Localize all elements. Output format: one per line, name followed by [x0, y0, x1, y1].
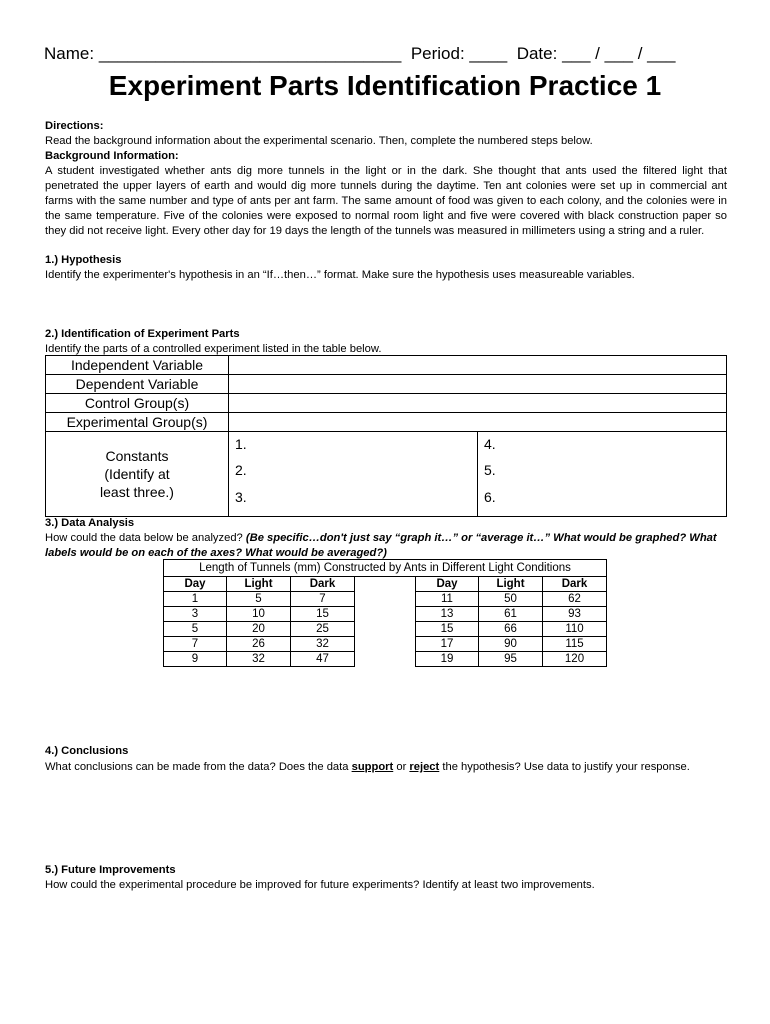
conclusions-or: or [393, 761, 410, 773]
dark-cell: 7 [291, 592, 355, 607]
column-header: Day [164, 577, 227, 592]
light-cell: 32 [227, 652, 291, 667]
period-label: Period: [410, 44, 465, 63]
dark-cell: 110 [543, 622, 607, 637]
table-row [164, 622, 355, 637]
name-field[interactable]: ________________________________ [98, 44, 402, 63]
day-cell: 7 [164, 637, 227, 652]
constant-number: 6. [484, 489, 496, 505]
table-row [46, 375, 727, 394]
light-cell: 61 [479, 607, 543, 622]
light-cell: 66 [479, 622, 543, 637]
table-row [164, 592, 355, 607]
day-cell: 15 [416, 622, 479, 637]
data-table-right [415, 576, 607, 667]
dark-cell: 115 [543, 637, 607, 652]
data-table-left [163, 576, 355, 667]
student-info-line [44, 44, 734, 64]
column-header: Day [416, 577, 479, 592]
name-label: Name: [44, 44, 95, 63]
day-cell: 19 [416, 652, 479, 667]
background-text: A student investigated whether ants dig more tunnels in the light or in the dark. She thought that ants used the filtered light that penetrated the upper layers of earth and would dig more tunnels during the daytime. Ten ant colonies were set up in commercial ant farms with the same number and type of ants per ant farm. The same amount of food was given to each colony, and the colonies were in the same temperature. Five of the colonies were exposed to normal room light and five were covered with black construction paper so they did not receive light. Every other day for 19 days the length of the tunnels was measured in millimeters using a string and a ruler. [45, 165, 727, 237]
conclusions-text: What conclusions can be made from the data? Does the data [45, 761, 352, 773]
constant-number: 2. [235, 462, 247, 478]
page-title: Experiment Parts Identification Practice 1 [108, 70, 662, 101]
experiment-parts-table [45, 355, 727, 517]
table-row [46, 394, 727, 413]
improvements-prompt: How could the experimental procedure be improved for future experiments? Identify at least two improvements. [45, 879, 595, 891]
day-cell: 17 [416, 637, 479, 652]
light-cell: 26 [227, 637, 291, 652]
table-row [416, 652, 607, 667]
directions-text: Read the background information about the experimental scenario. Then, complete the numbered steps below. [45, 135, 593, 147]
day-cell: 1 [164, 592, 227, 607]
data-analysis-prompt-text: How could the data below be analyzed? [45, 532, 246, 544]
light-cell: 50 [479, 592, 543, 607]
table-row [164, 577, 355, 592]
data-table [163, 559, 607, 667]
parts-heading: 2.) Identification of Experiment Parts [45, 328, 240, 340]
table-row [46, 356, 727, 375]
data-table-caption: Length of Tunnels (mm) Constructed by Ants in Different Light Conditions [163, 559, 607, 576]
day-cell: 9 [164, 652, 227, 667]
independent-variable-label: Independent Variable [46, 356, 229, 375]
dependent-variable-label: Dependent Variable [46, 375, 229, 394]
data-analysis-prompt [45, 531, 727, 561]
constants-line: Constants [105, 448, 169, 464]
table-row [416, 637, 607, 652]
constants-answers [229, 432, 727, 517]
table-spacer [355, 576, 415, 667]
dark-cell: 15 [291, 607, 355, 622]
conclusions-heading: 4.) Conclusions [45, 745, 129, 757]
control-group-label: Control Group(s) [46, 394, 229, 413]
dark-cell: 47 [291, 652, 355, 667]
day-cell: 13 [416, 607, 479, 622]
period-field[interactable]: ____ [469, 44, 508, 63]
data-analysis-prompt-emphasis: (Be specific…don't just say “graph it…” or “average it…” What would be graphed? What labels would be on each of the axes? What would be averaged?) [45, 532, 717, 559]
constants-line: least three.) [100, 484, 174, 500]
hypothesis-prompt: Identify the experimenter's hypothesis in an “If…then…” format. Make sure the hypothesis uses measureable variables. [45, 269, 635, 281]
table-row [416, 592, 607, 607]
light-cell: 20 [227, 622, 291, 637]
table-row [164, 652, 355, 667]
table-row [416, 622, 607, 637]
column-header: Dark [543, 577, 607, 592]
conclusions-text-end: the hypothesis? Use data to justify your response. [439, 761, 690, 773]
light-cell: 10 [227, 607, 291, 622]
conclusions-prompt [45, 760, 727, 775]
constant-number: 5. [484, 462, 496, 478]
table-row [46, 432, 727, 517]
table-row [46, 413, 727, 432]
directions-heading: Directions: [45, 120, 104, 132]
background-heading: Background Information: [45, 150, 179, 162]
date-field[interactable]: ___ / ___ / ___ [562, 44, 676, 63]
support-word: support [351, 761, 394, 773]
constant-number: 4. [484, 436, 496, 452]
table-row [416, 577, 607, 592]
column-header: Light [227, 577, 291, 592]
dependent-variable-answer[interactable] [229, 375, 727, 394]
light-cell: 90 [479, 637, 543, 652]
day-cell: 11 [416, 592, 479, 607]
dark-cell: 62 [543, 592, 607, 607]
experimental-group-answer[interactable] [229, 413, 727, 432]
table-row [164, 607, 355, 622]
constant-number: 1. [235, 436, 247, 452]
light-cell: 5 [227, 592, 291, 607]
dark-cell: 120 [543, 652, 607, 667]
column-header: Dark [291, 577, 355, 592]
independent-variable-answer[interactable] [229, 356, 727, 375]
hypothesis-heading: 1.) Hypothesis [45, 254, 122, 266]
day-cell: 5 [164, 622, 227, 637]
reject-word: reject [409, 761, 440, 773]
table-row [416, 607, 607, 622]
dark-cell: 32 [291, 637, 355, 652]
parts-prompt: Identify the parts of a controlled experiment listed in the table below. [45, 343, 382, 355]
constants-column-left[interactable] [229, 432, 477, 516]
table-row [164, 637, 355, 652]
day-cell: 3 [164, 607, 227, 622]
improvements-heading: 5.) Future Improvements [45, 864, 176, 876]
constants-column-right[interactable] [477, 432, 726, 516]
constants-line: (Identify at [104, 466, 170, 482]
data-analysis-heading: 3.) Data Analysis [45, 517, 135, 529]
dark-cell: 25 [291, 622, 355, 637]
column-header: Light [479, 577, 543, 592]
constant-number: 3. [235, 489, 247, 505]
experimental-group-label: Experimental Group(s) [46, 413, 229, 432]
date-label: Date: [516, 44, 558, 63]
constants-label [46, 432, 229, 517]
dark-cell: 93 [543, 607, 607, 622]
light-cell: 95 [479, 652, 543, 667]
control-group-answer[interactable] [229, 394, 727, 413]
